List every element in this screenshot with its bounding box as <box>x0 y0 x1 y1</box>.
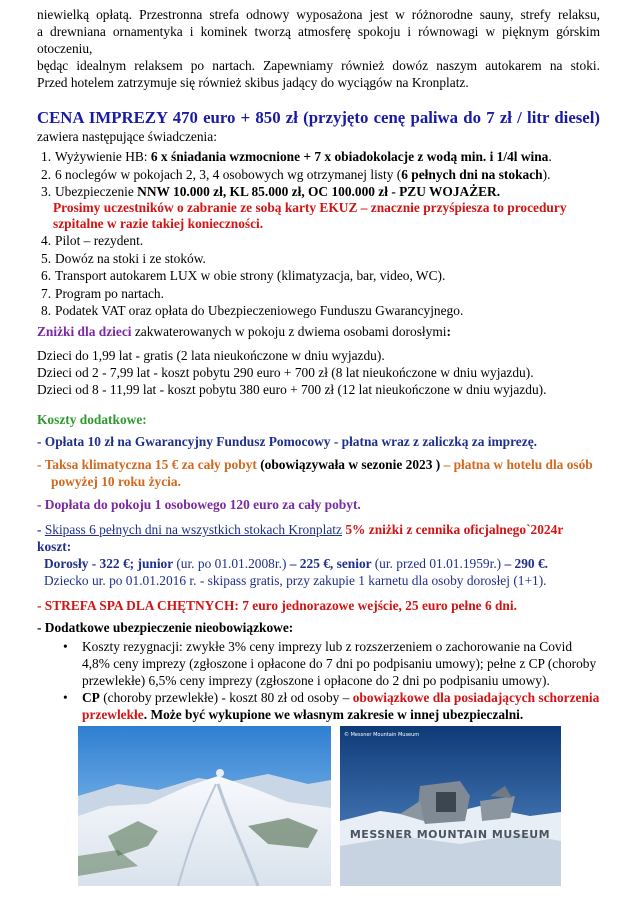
single-room-line: - Dopłata do pokoju 1 osobowego 120 euro za cały pobyt. <box>37 497 361 512</box>
offer-item-2: 2. 6 noclegów w pokojach 2, 3, 4 osobowych wg otrzymanej listy (6 pełnych dni na stokach). <box>41 166 551 182</box>
discount-line-1: Dzieci do 1,99 lat - gratis (2 lata nieukończone w dniu wyjazdu). <box>37 348 385 363</box>
photos-row <box>0 726 636 886</box>
bullet-icon: • <box>63 639 68 654</box>
insurance-bullet-2: • CP (choroby przewlekłe) - koszt 80 zł od osoby – obowiązkowe dla posiadających schorzenia przewlekłe. Może być wykupione we własnym zakresie w innej ubezpieczalni. <box>63 690 600 722</box>
offer-item-8: 8. Podatek VAT oraz opłata do Ubezpieczeniowego Funduszu Gwarancyjnego. <box>41 303 464 318</box>
intro-line-2: a drewniana ornamentyka i kominek tworzą atmosferę spokoju i równowagi w pięknym górskim otoczeniu, <box>37 24 600 56</box>
offer-list <box>37 148 600 320</box>
skipass-line: - Skipass 6 pełnych dni na wszystkich stokach Kronplatz 5% zniżki z cennika oficjalnego`2024r koszt: <box>37 522 564 554</box>
child-discounts <box>37 323 600 398</box>
museum-photo-credit: © Messner Mountain Museum <box>344 732 420 738</box>
intro-paragraph <box>37 6 600 91</box>
price-section <box>37 108 600 145</box>
skipass-prices-line: Dorosły - 322 €; junior (ur. po 01.01.2008r.) – 225 €, senior (ur. przed 01.01.1959r.) – 290 €. <box>44 556 549 571</box>
museum-photo <box>340 726 561 886</box>
bullet-icon: • <box>63 690 68 705</box>
discount-line-3: Dzieci od 8 - 11,99 lat - koszt pobytu 380 euro + 700 zł (12 lat nieukończone w dniu wyjazdu). <box>37 382 547 397</box>
museum-image <box>340 726 561 886</box>
discount-line-2: Dzieci od 2 - 7,99 lat - koszt pobytu 290 euro + 700 zł (8 lat nieukończone w dniu wyjazdu). <box>37 365 534 380</box>
extra-costs-title: Koszty dodatkowe: <box>37 412 147 427</box>
offer-item-1: 1. Wyżywienie HB: 6 x śniadania wzmocnione + 7 x obiadokolacje z wodą min. i 1/4l wina. <box>41 149 552 164</box>
ekuz-note: Prosimy uczestników o zabranie ze sobą karty EKUZ – znacznie przyśpiesza to procedury szpitalne w razie takiej konieczności. <box>53 200 567 231</box>
skipass-link[interactable]: Skipass 6 pełnych dni na wszystkich stokach Kronplatz <box>44 522 342 537</box>
offer-item-5: 5. Dowóz na stoki i ze stoków. <box>41 250 206 266</box>
offer-item-4: 4. Pilot – rezydent. <box>41 233 144 248</box>
ski-slope-photo <box>78 726 331 886</box>
insurance-title: - Dodatkowe ubezpieczenie nieobowiązkowe: <box>37 620 294 635</box>
offer-item-7: 7. Program po nartach. <box>41 285 164 301</box>
offer-item-6: 6. Transport autokarem LUX w obie strony (klimatyzacja, bar, video, WC). <box>41 268 446 283</box>
insurance-bullet-1: • Koszty rezygnacji: zwykłe 3% ceny imprezy lub z rozszerzeniem o zachorowanie na Covid 4,8% ceny imprezy (zgłoszone i opłacone do 7 dni po podpisaniu umowy); pełne z CP (choroby przewlekłe) 6,5% ceny imprezy (zgłoszone i opłacone do 2 dni po podpisaniu umowy). <box>63 639 597 688</box>
ski-slope-image <box>78 726 331 886</box>
intro-line-1: niewielką opłatą. Przestronna strefa odnowy wyposażona jest w różnorodne sauny, strefy relaksu, <box>37 7 600 22</box>
price-title: CENA IMPREZY 470 euro + 850 zł (przyjęto cenę paliwa do 7 zł / litr diesel) <box>37 108 600 127</box>
spa-line: - STREFA SPA DLA CHĘTNYCH: 7 euro jednorazowe wejście, 25 euro pełne 6 dni. <box>37 598 517 613</box>
price-subtitle: zawiera następujące świadczenia: <box>37 129 217 144</box>
discounts-title: Zniżki dla dzieci zakwaterowanych w pokoju z dwiema osobami dorosłymi: <box>37 324 451 339</box>
climate-tax-line: - Taksa klimatyczna 15 € za cały pobyt (obowiązywała w sezonie 2023 ) – płatna w hotelu dla osób <box>37 457 593 472</box>
museum-caption: MESSNER MOUNTAIN MUSEUM <box>349 828 551 841</box>
extra-costs <box>37 411 600 723</box>
offer-item-3: 3. Ubezpieczenie NNW 10.000 zł, KL 85.000 zł, OC 100.000 zł - PZU WOJAŻER. Prosimy uczestników o zabranie ze sobą karty EKUZ – znacznie przyśpiesza to procedury szpitalne w razie takiej konieczności. <box>37 183 600 232</box>
intro-line-3: będąc idealnym relaksem po nartach. Zapewniamy również dowóz naszym autokarem na stoki. <box>37 58 600 73</box>
guarantee-fund-line: - Opłata 10 zł na Gwarancyjny Fundusz Pomocowy - płatna wraz z zaliczką za imprezę. <box>37 434 537 449</box>
climate-tax-line-2: powyżej 10 roku życia. <box>51 474 181 489</box>
skipass-child-line: Dziecko ur. po 01.01.2016 r. - skipass gratis, przy zakupie 1 karnetu dla osoby dorosłej (1+1). <box>44 573 547 588</box>
intro-line-4: Przed hotelem zatrzymuje się również skibus jadący do wyciągów na Kronplatz. <box>37 75 469 90</box>
